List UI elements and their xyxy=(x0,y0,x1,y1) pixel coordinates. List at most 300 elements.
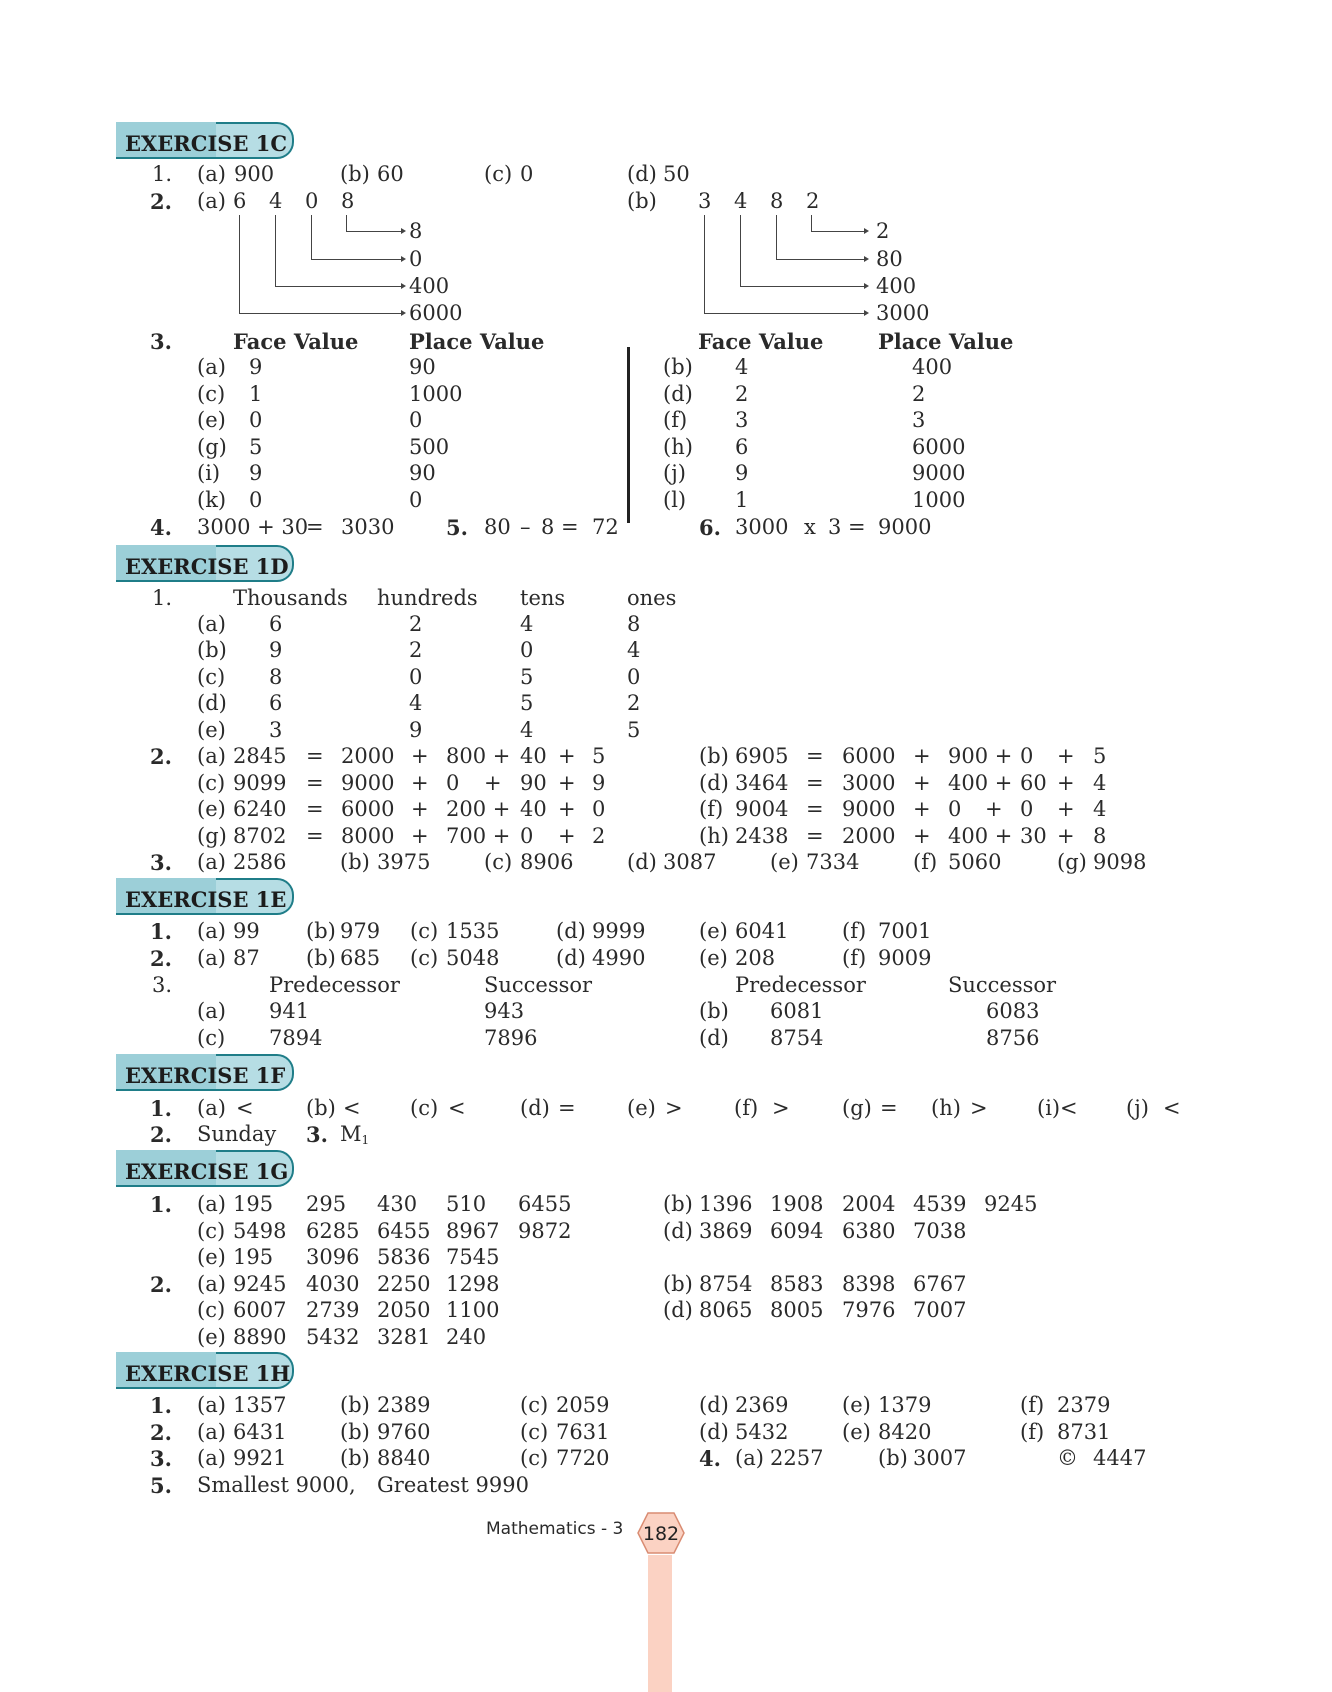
digit: 6 xyxy=(269,691,283,715)
digit: 2 xyxy=(409,612,423,636)
page-tab-strip xyxy=(648,1555,672,1692)
answer-subscript: 1 xyxy=(361,1133,370,1147)
term: 6000 xyxy=(341,797,395,821)
predecessor: 941 xyxy=(269,999,310,1023)
option-label: (a) xyxy=(197,612,226,636)
answer: 0 xyxy=(520,162,534,186)
column-header: tens xyxy=(520,586,566,610)
place-value: 2 xyxy=(912,382,926,406)
exercise-title: EXERCISE 1H xyxy=(125,1361,291,1386)
option-label: (b) xyxy=(197,638,227,662)
option-label: (e) xyxy=(197,1245,226,1269)
option-label: (c) xyxy=(484,162,513,186)
option-label: (i) xyxy=(197,461,221,485)
arrow-head xyxy=(401,256,406,262)
exercise-title: EXERCISE 1C xyxy=(125,131,288,156)
answer: 6041 xyxy=(735,919,789,943)
option-label: (e) xyxy=(842,1420,871,1444)
term: 0 xyxy=(592,797,606,821)
term: 30 xyxy=(1020,824,1047,848)
option-label: (b) xyxy=(627,189,657,213)
term: 40 xyxy=(520,797,547,821)
answer: 8840 xyxy=(377,1446,431,1470)
q-number: 5. xyxy=(446,515,468,540)
answer: 2379 xyxy=(1057,1393,1111,1417)
q-number: 1. xyxy=(150,1096,172,1121)
option-label: (f) xyxy=(913,850,938,874)
q-number: 1. xyxy=(152,586,173,610)
option-label: (a) xyxy=(197,1096,226,1120)
face-value: 9 xyxy=(249,355,263,379)
comparison-sign: > xyxy=(665,1096,683,1120)
option-label: (f) xyxy=(842,919,867,943)
number: 9004 xyxy=(735,797,789,821)
plus: + xyxy=(558,824,576,848)
answer: 2059 xyxy=(556,1393,610,1417)
option-label: (a) xyxy=(197,919,226,943)
option-label: (b) xyxy=(340,850,370,874)
place-value: 90 xyxy=(409,461,436,485)
answer: 1535 xyxy=(446,919,500,943)
term: 4 xyxy=(1093,797,1107,821)
place-value: 8 xyxy=(409,219,423,243)
option-label: (g) xyxy=(197,435,227,459)
term: 6000 xyxy=(842,744,896,768)
place-value: 3000 xyxy=(876,301,930,325)
number: 510 xyxy=(446,1192,487,1216)
answer: 5060 xyxy=(948,850,1002,874)
predecessor: 6081 xyxy=(770,999,824,1023)
number: 2845 xyxy=(233,744,287,768)
place-value: 500 xyxy=(409,435,450,459)
number: 4030 xyxy=(306,1272,360,1296)
connector xyxy=(811,215,812,231)
comparison-sign: < xyxy=(236,1096,254,1120)
answer: 900 xyxy=(234,162,275,186)
number: 6380 xyxy=(842,1219,896,1243)
place-value: 400 xyxy=(912,355,953,379)
number: 3281 xyxy=(377,1325,431,1349)
option-label: (f) xyxy=(842,946,867,970)
exercise-title: EXERCISE 1E xyxy=(125,887,287,912)
connector xyxy=(346,215,347,231)
plus: + xyxy=(558,771,576,795)
column-header: Predecessor xyxy=(735,973,866,997)
option-label: (e) xyxy=(770,850,799,874)
term: 3000 xyxy=(842,771,896,795)
q-number: 3. xyxy=(150,1446,172,1471)
connector xyxy=(776,259,865,260)
plus: + xyxy=(411,744,429,768)
option-label: (f) xyxy=(1020,1393,1045,1417)
option-label: (g) xyxy=(1057,850,1087,874)
q-number: 1. xyxy=(152,162,173,186)
successor: 943 xyxy=(484,999,525,1023)
equals: = xyxy=(306,824,324,848)
option-label: (j) xyxy=(1126,1096,1149,1120)
number: 6905 xyxy=(735,744,789,768)
answer: 3975 xyxy=(377,850,431,874)
option-label: (a) xyxy=(197,189,226,213)
connector xyxy=(311,215,312,259)
column-header: Place Value xyxy=(878,329,1014,354)
term: 900 + xyxy=(948,744,1013,768)
number: 6455 xyxy=(377,1219,431,1243)
option-label: (b) xyxy=(340,1393,370,1417)
answer: 7001 xyxy=(878,919,932,943)
equals: = xyxy=(306,744,324,768)
place-value: 400 xyxy=(876,274,917,298)
option-label: (c) xyxy=(197,1026,226,1050)
digit: 4 xyxy=(520,612,534,636)
comparison-sign: = xyxy=(558,1096,576,1120)
connector xyxy=(239,215,240,313)
term: 2 xyxy=(592,824,606,848)
answer: 5048 xyxy=(446,946,500,970)
digit: 0 xyxy=(409,665,423,689)
connector xyxy=(740,286,865,287)
answer-main: M xyxy=(340,1122,362,1146)
number: 6767 xyxy=(913,1272,967,1296)
option-label: (e) xyxy=(842,1393,871,1417)
column-header: Face Value xyxy=(233,329,359,354)
digit: 4 xyxy=(409,691,423,715)
option-label: (c) xyxy=(484,850,513,874)
number: 9099 xyxy=(233,771,287,795)
option-label: (b) xyxy=(340,162,370,186)
number: 7976 xyxy=(842,1298,896,1322)
digit: 6 xyxy=(269,612,283,636)
plus: + xyxy=(985,797,1003,821)
place-value: 0 xyxy=(409,488,423,512)
answer: 87 xyxy=(233,946,260,970)
column-header: Successor xyxy=(948,973,1057,997)
number: 1908 xyxy=(770,1192,824,1216)
q-number: 4. xyxy=(699,1446,721,1471)
option-label: (c) xyxy=(520,1393,549,1417)
option-label: (g) xyxy=(197,824,227,848)
option-label: (i) xyxy=(1037,1096,1061,1120)
answer: 4990 xyxy=(592,946,646,970)
face-value: 9 xyxy=(735,461,749,485)
option-label: (e) xyxy=(197,408,226,432)
digit: 9 xyxy=(269,638,283,662)
digit: 8 xyxy=(341,189,355,213)
answer: 72 xyxy=(592,515,619,539)
option-label: (d) xyxy=(663,1298,693,1322)
number: 1298 xyxy=(446,1272,500,1296)
digit: 4 xyxy=(269,189,283,213)
number: 3869 xyxy=(699,1219,753,1243)
exercise-1c-header xyxy=(116,122,294,159)
number: 430 xyxy=(377,1192,418,1216)
option-label: (d) xyxy=(627,162,657,186)
place-value: 0 xyxy=(409,247,423,271)
face-value: 1 xyxy=(735,488,749,512)
number: 240 xyxy=(446,1325,487,1349)
comparison-sign: < xyxy=(1163,1096,1181,1120)
option-label: (d) xyxy=(699,1026,729,1050)
answer: 3087 xyxy=(663,850,717,874)
option-label: (c) xyxy=(197,771,226,795)
face-value: 6 xyxy=(735,435,749,459)
option-label: (e) xyxy=(699,946,728,970)
option-label: (a) xyxy=(197,1393,226,1417)
answer: 208 xyxy=(735,946,776,970)
exercise-1f-header xyxy=(116,1054,294,1091)
option-label: (d) xyxy=(627,850,657,874)
option-label: (d) xyxy=(699,1420,729,1444)
option-label: (c) xyxy=(520,1420,549,1444)
q-number: 2. xyxy=(150,744,172,769)
number: 8702 xyxy=(233,824,287,848)
answer: 99 xyxy=(233,919,260,943)
connector xyxy=(346,231,402,232)
option-label: (f) xyxy=(1020,1420,1045,1444)
option-label: (c) xyxy=(410,1096,439,1120)
number: 8890 xyxy=(233,1325,287,1349)
digit: 5 xyxy=(627,718,641,742)
face-value: 2 xyxy=(735,382,749,406)
digit: 8 xyxy=(269,665,283,689)
comparison-sign: > xyxy=(772,1096,790,1120)
plus: + xyxy=(1057,744,1075,768)
option-label: (d) xyxy=(699,771,729,795)
option-label: (d) xyxy=(663,382,693,406)
q-number: 3. xyxy=(150,850,172,875)
answer: 685 xyxy=(340,946,381,970)
connector xyxy=(239,313,402,314)
number: 6007 xyxy=(233,1298,287,1322)
digit: 0 xyxy=(627,665,641,689)
exercise-1h-header xyxy=(116,1352,294,1389)
number: 1396 xyxy=(699,1192,753,1216)
answer: 6431 xyxy=(233,1420,287,1444)
operand: 8 = xyxy=(541,515,579,539)
option-label: (l) xyxy=(663,488,687,512)
option-label: (c) xyxy=(197,665,226,689)
face-value: 4 xyxy=(735,355,749,379)
term: 8000 xyxy=(341,824,395,848)
term: 8 xyxy=(1093,824,1107,848)
connector xyxy=(311,259,402,260)
equals: = xyxy=(806,824,824,848)
connector xyxy=(740,215,741,286)
face-value: 5 xyxy=(249,435,263,459)
successor: 7896 xyxy=(484,1026,538,1050)
q-number: 2. xyxy=(150,946,172,971)
option-label: (e) xyxy=(197,797,226,821)
answer: 4447 xyxy=(1093,1446,1147,1470)
predecessor: 7894 xyxy=(269,1026,323,1050)
term: 9000 xyxy=(842,797,896,821)
arrow-head xyxy=(401,228,406,234)
face-value: 0 xyxy=(249,488,263,512)
comparison-sign: < xyxy=(448,1096,466,1120)
equals: = xyxy=(806,744,824,768)
comparison-sign: < xyxy=(343,1096,361,1120)
answer: 8731 xyxy=(1057,1420,1111,1444)
digit: 4 xyxy=(627,638,641,662)
digit: 0 xyxy=(520,638,534,662)
number: 7545 xyxy=(446,1245,500,1269)
number: 7038 xyxy=(913,1219,967,1243)
digit: 2 xyxy=(627,691,641,715)
number: 6455 xyxy=(518,1192,572,1216)
number: 295 xyxy=(306,1192,347,1216)
term: 5 xyxy=(592,744,606,768)
option-label: (a) xyxy=(197,999,226,1023)
number: 6285 xyxy=(306,1219,360,1243)
number: 9245 xyxy=(984,1192,1038,1216)
number: 8065 xyxy=(699,1298,753,1322)
exercise-title: EXERCISE 1F xyxy=(125,1063,286,1088)
column-header: Face Value xyxy=(698,329,824,354)
place-value: 2 xyxy=(876,219,890,243)
option-label: (c) xyxy=(520,1446,549,1470)
digit: 9 xyxy=(409,718,423,742)
answer: 9760 xyxy=(377,1420,431,1444)
place-value: 80 xyxy=(876,247,903,271)
place-value: 90 xyxy=(409,355,436,379)
answer: 1357 xyxy=(233,1393,287,1417)
answer: 50 xyxy=(663,162,690,186)
plus: + xyxy=(1057,771,1075,795)
plus: + xyxy=(913,744,931,768)
option-label: (c) xyxy=(410,946,439,970)
digit: 4 xyxy=(520,718,534,742)
place-value: 9000 xyxy=(912,461,966,485)
answer: 2257 xyxy=(770,1446,824,1470)
answer: 5432 xyxy=(735,1420,789,1444)
option-label: (d) xyxy=(520,1096,550,1120)
arrow-head xyxy=(864,228,869,234)
answer: Greatest 9990 xyxy=(377,1473,529,1497)
option-label: (c) xyxy=(410,919,439,943)
page-number-badge xyxy=(636,1511,686,1555)
plus: + xyxy=(1057,824,1075,848)
number: 8583 xyxy=(770,1272,824,1296)
number: 2739 xyxy=(306,1298,360,1322)
number: 6240 xyxy=(233,797,287,821)
term: 5 xyxy=(1093,744,1107,768)
equals: = xyxy=(306,771,324,795)
q-number: 2. xyxy=(150,1420,172,1445)
option-label: (j) xyxy=(663,461,686,485)
q-number: 2. xyxy=(150,189,172,214)
column-header: Predecessor xyxy=(269,973,400,997)
operator: – xyxy=(520,515,531,539)
option-label: © xyxy=(1057,1446,1078,1470)
column-divider xyxy=(627,347,630,523)
number: 195 xyxy=(233,1192,274,1216)
option-label: (a) xyxy=(197,162,226,186)
equals: = xyxy=(306,797,324,821)
plus: + xyxy=(411,797,429,821)
answer: 8420 xyxy=(878,1420,932,1444)
answer xyxy=(340,1124,369,1146)
option-label: (b) xyxy=(340,1420,370,1444)
option-label: (a) xyxy=(735,1446,764,1470)
predecessor: 8754 xyxy=(770,1026,824,1050)
term: 2000 xyxy=(341,744,395,768)
option-label: (a) xyxy=(197,355,226,379)
term: 0 xyxy=(948,797,962,821)
number: 9872 xyxy=(518,1219,572,1243)
number: 2050 xyxy=(377,1298,431,1322)
footer-subject: Mathematics - 3 xyxy=(486,1519,624,1539)
column-header: hundreds xyxy=(377,586,478,610)
digit: 3 xyxy=(269,718,283,742)
digit: 4 xyxy=(734,189,748,213)
exercise-1g-header xyxy=(116,1150,294,1187)
term: 4 xyxy=(1093,771,1107,795)
number: 4539 xyxy=(913,1192,967,1216)
q-number: 5. xyxy=(150,1473,172,1498)
number: 9245 xyxy=(233,1272,287,1296)
number: 195 xyxy=(233,1245,274,1269)
term: 40 xyxy=(520,744,547,768)
answer: Sunday xyxy=(197,1122,277,1146)
number: 5498 xyxy=(233,1219,287,1243)
place-value: 0 xyxy=(409,408,423,432)
option-label: (b) xyxy=(306,946,336,970)
answer: 2369 xyxy=(735,1393,789,1417)
page-number: 182 xyxy=(642,1523,680,1545)
arrow-head xyxy=(401,283,406,289)
q-number: 3. xyxy=(306,1122,328,1147)
q-number: 2. xyxy=(150,1272,172,1297)
place-value: 3 xyxy=(912,408,926,432)
term: 200 + xyxy=(446,797,511,821)
option-label: (f) xyxy=(663,408,688,432)
place-value: 400 xyxy=(409,274,450,298)
exercise-title: EXERCISE 1D xyxy=(125,554,289,579)
option-label: (e) xyxy=(197,718,226,742)
answer: 9098 xyxy=(1093,850,1147,874)
number: 8398 xyxy=(842,1272,896,1296)
column-header: Successor xyxy=(484,973,593,997)
q-number: 1. xyxy=(150,919,172,944)
number: 8754 xyxy=(699,1272,753,1296)
answer: 7720 xyxy=(556,1446,610,1470)
option-label: (g) xyxy=(842,1096,872,1120)
answer: 1379 xyxy=(878,1393,932,1417)
exercise-1e-header xyxy=(116,878,294,915)
option-label: (b) xyxy=(699,744,729,768)
option-label: (h) xyxy=(699,824,729,848)
option-label: (h) xyxy=(931,1096,961,1120)
option-label: (b) xyxy=(699,999,729,1023)
term: 400 + xyxy=(948,824,1013,848)
term: 9 xyxy=(592,771,606,795)
option-label: (e) xyxy=(699,919,728,943)
option-label: (k) xyxy=(197,488,227,512)
face-value: 0 xyxy=(249,408,263,432)
option-label: (e) xyxy=(197,1325,226,1349)
term: 2000 xyxy=(842,824,896,848)
answer: 9999 xyxy=(592,919,646,943)
number: 2250 xyxy=(377,1272,431,1296)
equals: = xyxy=(306,515,324,539)
place-value: 6000 xyxy=(912,435,966,459)
q-number: 3. xyxy=(150,329,172,354)
option-label: (d) xyxy=(663,1219,693,1243)
plus: + xyxy=(484,771,502,795)
digit: 6 xyxy=(233,189,247,213)
option-label: (b) xyxy=(663,1272,693,1296)
number: 3096 xyxy=(306,1245,360,1269)
